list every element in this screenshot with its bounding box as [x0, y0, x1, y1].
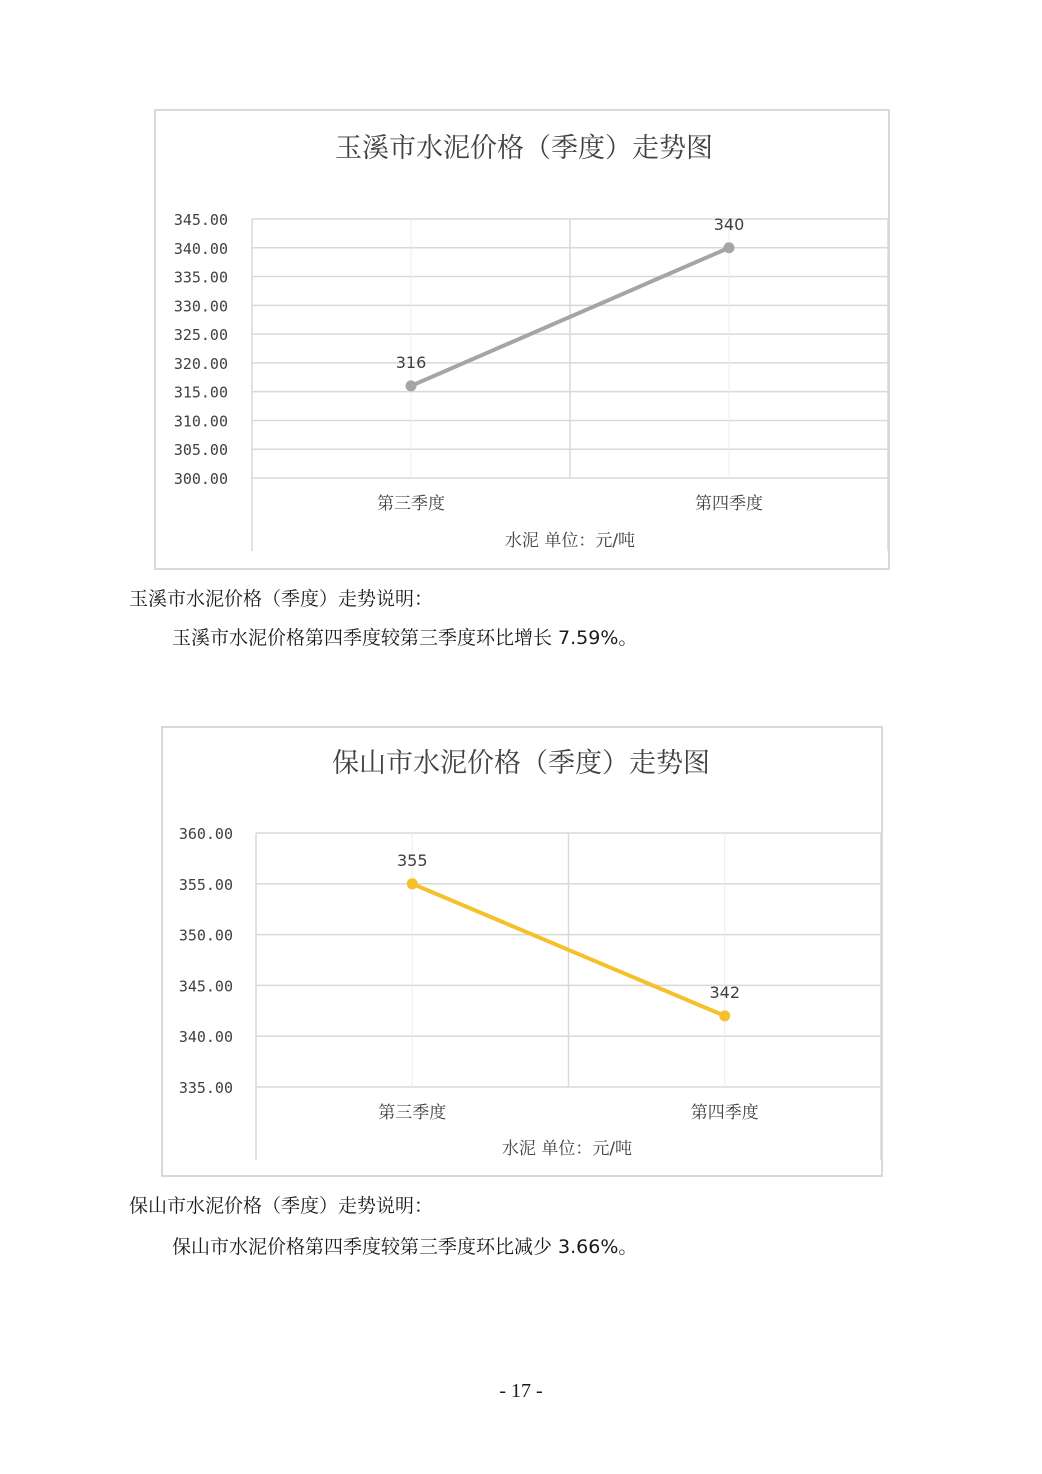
- y-tick-label: 300.00: [173, 470, 228, 488]
- data-label: 355: [396, 850, 428, 870]
- y-tick-label: 345.00: [173, 211, 228, 229]
- yuxi-cement-price-chart: [154, 109, 890, 570]
- y-tick-label: 340.00: [178, 1028, 233, 1047]
- x-category-label: 第三季度: [377, 494, 445, 514]
- baoshan-chart-svg: [163, 728, 885, 1179]
- chart-title: 玉溪市水泥价格（季度）走势图: [335, 133, 713, 164]
- y-tick-label: 305.00: [173, 441, 228, 460]
- baoshan-note-heading: 保山市水泥价格（季度）走势说明：: [129, 1195, 434, 1217]
- y-tick-label: 355.00: [178, 875, 233, 894]
- data-point: [406, 380, 417, 391]
- x-axis-label: 水泥 单位：元/吨: [504, 531, 636, 551]
- x-category-label: 第四季度: [695, 494, 763, 514]
- baoshan-cement-price-chart: [161, 726, 883, 1177]
- y-tick-label: 315.00: [173, 383, 228, 402]
- yuxi-chart-svg: [156, 111, 892, 572]
- y-tick-label: 330.00: [173, 297, 228, 316]
- y-tick-label: 345.00: [178, 977, 233, 996]
- yuxi-note-heading: 玉溪市水泥价格（季度）走势说明：: [129, 588, 434, 610]
- data-point: [407, 878, 418, 889]
- y-tick-label: 350.00: [178, 926, 233, 945]
- chart-title: 保山市水泥价格（季度）走势图: [332, 748, 710, 779]
- data-label: 340: [713, 214, 745, 234]
- data-point: [719, 1010, 730, 1021]
- x-axis-label: 水泥 单位：元/吨: [501, 1139, 633, 1159]
- y-tick-label: 320.00: [173, 354, 228, 373]
- page-number: - 17 -: [499, 1380, 543, 1402]
- y-tick-label: 340.00: [173, 239, 228, 258]
- data-label: 342: [709, 982, 741, 1002]
- yuxi-note-text: 玉溪市水泥价格第四季度较第三季度环比增长 7.59%。: [172, 627, 638, 649]
- y-tick-label: 310.00: [173, 412, 228, 431]
- y-tick-label: 325.00: [173, 326, 228, 345]
- x-category-label: 第三季度: [378, 1103, 447, 1123]
- y-tick-label: 335.00: [178, 1079, 233, 1097]
- y-tick-label: 360.00: [178, 825, 233, 843]
- y-tick-label: 335.00: [173, 268, 228, 287]
- baoshan-note-text: 保山市水泥价格第四季度较第三季度环比减少 3.66%。: [172, 1236, 638, 1258]
- data-point: [724, 242, 735, 253]
- x-category-label: 第四季度: [690, 1103, 759, 1123]
- data-label: 316: [395, 352, 427, 372]
